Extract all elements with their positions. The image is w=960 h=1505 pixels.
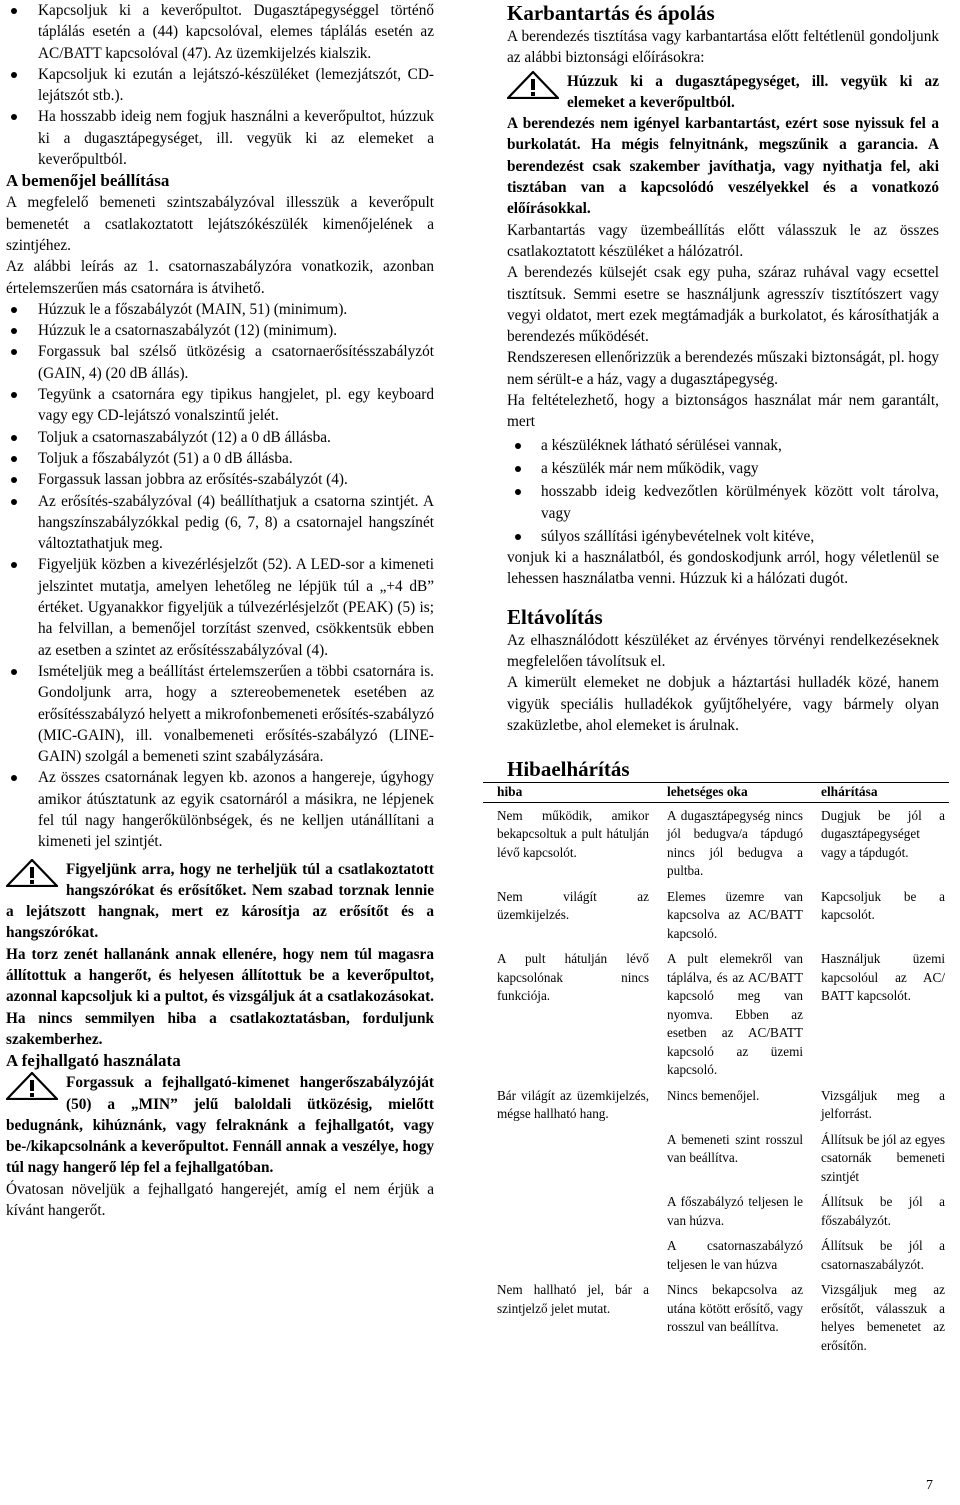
warning-paragraph <box>507 71 939 114</box>
list-item: Ha hosszabb ideig nem fogjuk használni a keverőpultot, húzzuk ki a dugasztápegységet, ill. vegyük ki az elemeket a keverőpultból. <box>6 106 434 170</box>
table-cell: A főszabályzó teljesen le van húzva. <box>667 1194 803 1228</box>
disposal-paragraph: A kimerült elemeket ne dobjuk a háztartási hulladék közé, hanem vigyük speciális hulladékok gyűjtőhelyére, vagy bármely olyan szaküzletbe, ahol elemeket is árulnak. <box>507 674 939 734</box>
table-row <box>483 1083 949 1127</box>
table-header-row <box>483 783 949 803</box>
warning-paragraph <box>6 1072 434 1178</box>
warning-text: Húzzuk ki a dugasztápegységet, ill. vegyük ki az elemeket a keverőpultból. <box>567 72 939 111</box>
maintenance-paragraph: Ha feltételezhető, hogy a biztonságos használat már nem garantált, mert <box>507 392 939 431</box>
list-item: Figyeljük közben a kivezérlésjelzőt (52). A LED-sor a kimeneti jelszintet mutatja, amelyen lehetőleg ne lépjük túl a „+4 dB” értéket. Ugyanakkor figyeljük a túlvezérlésjelzőt (PEAK) (5) is; ha felvillan, a bemenőjel torzítást szenved, csökkentsük ebben az esetben a szintet az erősítésszabályzóval (4). <box>6 554 434 660</box>
table-cell: Bár világít az üzemkijelzés, mégse hallható hang. <box>497 1087 649 1122</box>
table-cell: Nem világít az üzemkijelzés. <box>497 888 649 923</box>
table-cell: A bemeneti szint rosszul van beállítva. <box>667 1131 803 1166</box>
table-cell: Nem működik, amikor bekapcsoltuk a pult hátulján lévő kapcsolót. <box>497 807 649 860</box>
list-item: Az összes csatornának legyen kb. azonos a hangereje, úgyhogy amikor átúsztatunk az egyik csatornáról a másikra, ne lépjenek fel túl nagy hangerőkülönbségek, és ne kelljen utánállítani a kimeneti jel szintjét. <box>6 767 434 852</box>
table-cell <box>483 1233 653 1277</box>
column-header: hiba <box>483 783 653 803</box>
warning-icon <box>507 71 559 99</box>
table-row <box>483 1233 949 1277</box>
table-cell: Használjuk üzemi kapcsolóul az AC/ BATT kapcsolót. <box>821 951 945 1004</box>
maintenance-paragraph: A berendezés tisztítása vagy karbantartása előtt feltétlenül gondoljunk az alábbi biztonsági előírásokra: <box>507 28 939 67</box>
table-cell: Nincs bekapcsolva az utána kötött erősítő, vagy rosszul van beállítva. <box>667 1282 803 1335</box>
warning-paragraph <box>6 859 434 944</box>
list-item: Tegyünk a csatornára egy tipikus hangjelet, pl. egy keyboard vagy egy CD-lejátszó vonalszintű jelét. <box>6 384 434 427</box>
input-heading: A bemenőjel beállítása <box>6 171 170 191</box>
table-cell: Kapcsoljuk be a kapcsolót. <box>821 888 945 923</box>
list-item: hosszabb ideig kedvezőtlen körülmények között volt tárolva, vagy <box>507 481 939 524</box>
list-item: a készüléknek látható sérülései vannak, <box>507 435 939 456</box>
table-cell: Állítsuk be jól az egyes csatornák bemeneti szintjét <box>821 1131 945 1184</box>
right-column <box>497 0 945 1358</box>
page-number: 7 <box>926 1478 933 1493</box>
list-item: Ismételjük meg a beállítást értelemszerűen a többi csatornára is. Gondoljunk arra, hogy a sztereobemenetek esetében az erősítésszabályzó helyett a mikrofonbemeneti erősítés-szabályzó (MIC-GAIN), ill. vonalbemeneti erősítés-szabályzó (LINE-GAIN) szolgál a bemeneti szint szabályzására. <box>6 661 434 767</box>
maintenance-paragraph: Rendszeresen ellenőrizzük a berendezés műszaki biztonságát, pl. hogy nem sérült-e a ház, vagy a dugasztápegység. <box>507 349 939 388</box>
table-row <box>483 1189 949 1233</box>
table-cell: Állítsuk be jól a főszabályzót. <box>821 1194 945 1228</box>
troubleshooting-heading: Hibaelhárítás <box>507 757 630 782</box>
table-cell: Nem hallható jel, bár a szintjelző jelet mutat. <box>497 1282 649 1316</box>
troubleshooting-table <box>483 782 949 1358</box>
list-item: Forgassuk lassan jobbra az erősítés-szabályzót (4). <box>6 469 434 490</box>
table-cell <box>483 1127 653 1190</box>
disposal-paragraph: Az elhasználódott készüléket az érvényes törvényi rendelkezéseknek megfelelően távolítsuk el. <box>507 631 939 671</box>
list-item: Toljuk a csatornaszabályzót (12) a 0 dB állásba. <box>6 427 434 448</box>
table-cell: Elemes üzemre van kapcsolva az AC/BATT kapcsoló. <box>667 888 803 941</box>
table-cell: Dugjuk be jól a dugasztápegységet vagy a tápdugót. <box>821 807 945 860</box>
table-row <box>483 802 949 884</box>
input-paragraph: A megfelelő bemeneti szintszabályzóval illesszük a keverőpult bemenetét a csatlakoztatott lejátszókészülék kimenőjelének a szintjéhez. <box>6 194 434 254</box>
warning-icon <box>6 1072 58 1100</box>
warning-text: Figyeljünk arra, hogy ne terheljük túl a csatlakoztatott hangszórókat és erősítőket. Nem szabad torznak lennie a lejátszott hangnak, mert ez károsítja az erősítőt és a hangszórókat. <box>6 860 434 942</box>
list-item: Kapcsoljuk ki ezután a lejátszó-készüléket (lemezjátszót, CD-lejátszót stb.). <box>6 64 434 107</box>
maintenance-paragraph: vonjuk ki a használatból, és gondoskodjunk arról, hogy véletlenül se lehessen használatba venni. Húzzuk ki a hálózati dugót. <box>507 549 939 588</box>
table-row <box>483 1277 949 1358</box>
maintenance-paragraph: A berendezés külsejét csak egy puha, száraz ruhával vagy ecsettel tisztítsuk. Semmi esetre se használjunk agresszív tisztítószert vagy vegyi oldatot, mert ezek megtámadják a burkolatot, és károsíthatják a berendezés működését. <box>507 264 939 346</box>
intro-bullet-list <box>6 0 434 170</box>
table-cell: Vizsgáljuk meg a jelforrást. <box>821 1087 945 1122</box>
list-item: Toljuk a főszabályzót (51) a 0 dB állásba. <box>6 448 434 469</box>
headphone-heading: A fejhallgató használata <box>6 1051 181 1071</box>
list-item: Húzzuk le a főszabályzót (MAIN, 51) (minimum). <box>6 299 434 320</box>
maintenance-bullet-list <box>507 435 939 547</box>
warning-icon <box>6 859 58 887</box>
warning-text: Forgassuk a fejhallgató-kimenet hangerőszabályzóját (50) a „MIN” jelű baloldali ütközésig, mielőtt bedugnánk, kihúznánk, vagy felraknánk a fejhallgatót, vagy be-/kikapcsolnánk a keverőpultot. Fennáll annak a veszélye, hogy túl nagy hangerő lép fel a fejhallgatóban. <box>6 1074 434 1177</box>
table-cell: A csatornaszabályzó teljesen le van húzva <box>667 1238 803 1272</box>
table-row <box>483 884 949 947</box>
list-item: Húzzuk le a csatornaszabályzót (12) (minimum). <box>6 320 434 341</box>
table-cell: A pult elemekről van táplálva, és az AC/BATT kapcsoló meg van nyomva. Ebben az esetben az AC/BATT kapcsoló az üzemi kapcsoló. <box>667 951 803 1078</box>
table-cell: Állítsuk be jól a csatornaszabályzót. <box>821 1238 945 1272</box>
left-column <box>6 0 434 1221</box>
input-paragraph: Az alábbi leírás az 1. csatornaszabályzóra vonatkozik, azonban értelemszerűen más csatornára is átvihető. <box>6 258 434 297</box>
table-row <box>483 1127 949 1190</box>
table-cell: A pult hátulján lévő kapcsolónak nincs funkciója. <box>497 951 649 1004</box>
list-item: a készülék már nem működik, vagy <box>507 458 939 479</box>
list-item: súlyos szállítási igénybevételnek volt kitéve, <box>507 526 939 547</box>
table-cell: Vizsgáljuk meg az erősítőt, válasszuk a helyes bemenetet az erősítőn. <box>821 1282 945 1353</box>
disposal-heading: Eltávolítás <box>507 604 603 629</box>
column-header: elhárítása <box>807 783 949 803</box>
table-cell: Nincs bemenőjel. <box>667 1087 760 1103</box>
headphone-paragraph: Óvatosan növeljük a fejhallgató hangerejét, amíg el nem érjük a kívánt hangerőt. <box>6 1180 434 1220</box>
warning-paragraph: Ha torz zenét hallanánk annak ellenére, hogy nem túl magasra állítottuk a hangerőt, és helyesen állítottuk be a keverőpultot, azonnal kapcsoljuk ki a pultot, és vizsgáljuk át a csatlakozásokat. Ha nincs semmilyen hiba a csatlakoztatásban, forduljunk szakemberhez. <box>6 945 434 1048</box>
table-cell: A dugasztápegység nincs jól bedugva/a tápdugó nincs jól bedugva a pultba. <box>667 807 803 879</box>
steps-list <box>6 299 434 853</box>
maintenance-paragraph: Karbantartás vagy üzembeállítás előtt válasszuk le az összes csatlakoztatott készüléket a hálózatról. <box>507 221 939 260</box>
list-item: Kapcsoljuk ki a keverőpultot. Dugasztápegységgel történő táplálás esetén a (44) kapcsolóval, elemes táplálás esetén az AC/BATT kapcsolóval (47). Az üzemkijelzés kialszik. <box>6 0 434 64</box>
table-row <box>483 946 949 1083</box>
column-header: lehetséges oka <box>653 783 807 803</box>
maintenance-paragraph: A berendezés nem igényel karbantartást, ezért sose nyissuk fel a burkolatát. Ha mégis felnyitnánk, megszűnik a garancia. A berendezést csak szakember javíthatja, vagy nyithatja fel, aki tisztában van a kapcsolódó veszélyekkel és a vonatkozó előírásokkal. <box>507 115 939 218</box>
maintenance-heading: Karbantartás és ápolás <box>507 1 715 25</box>
list-item: Az erősítés-szabályzóval (4) beállíthatjuk a csatorna szintjét. A hangszínszabályzókkal pedig (6, 7, 8) a csatornajel hangszínét változtathatjuk meg. <box>6 491 434 555</box>
table-cell <box>483 1189 653 1233</box>
list-item: Forgassuk bal szélső ütközésig a csatornaerősítésszabályzót (GAIN, 4) (20 dB állás). <box>6 341 434 384</box>
